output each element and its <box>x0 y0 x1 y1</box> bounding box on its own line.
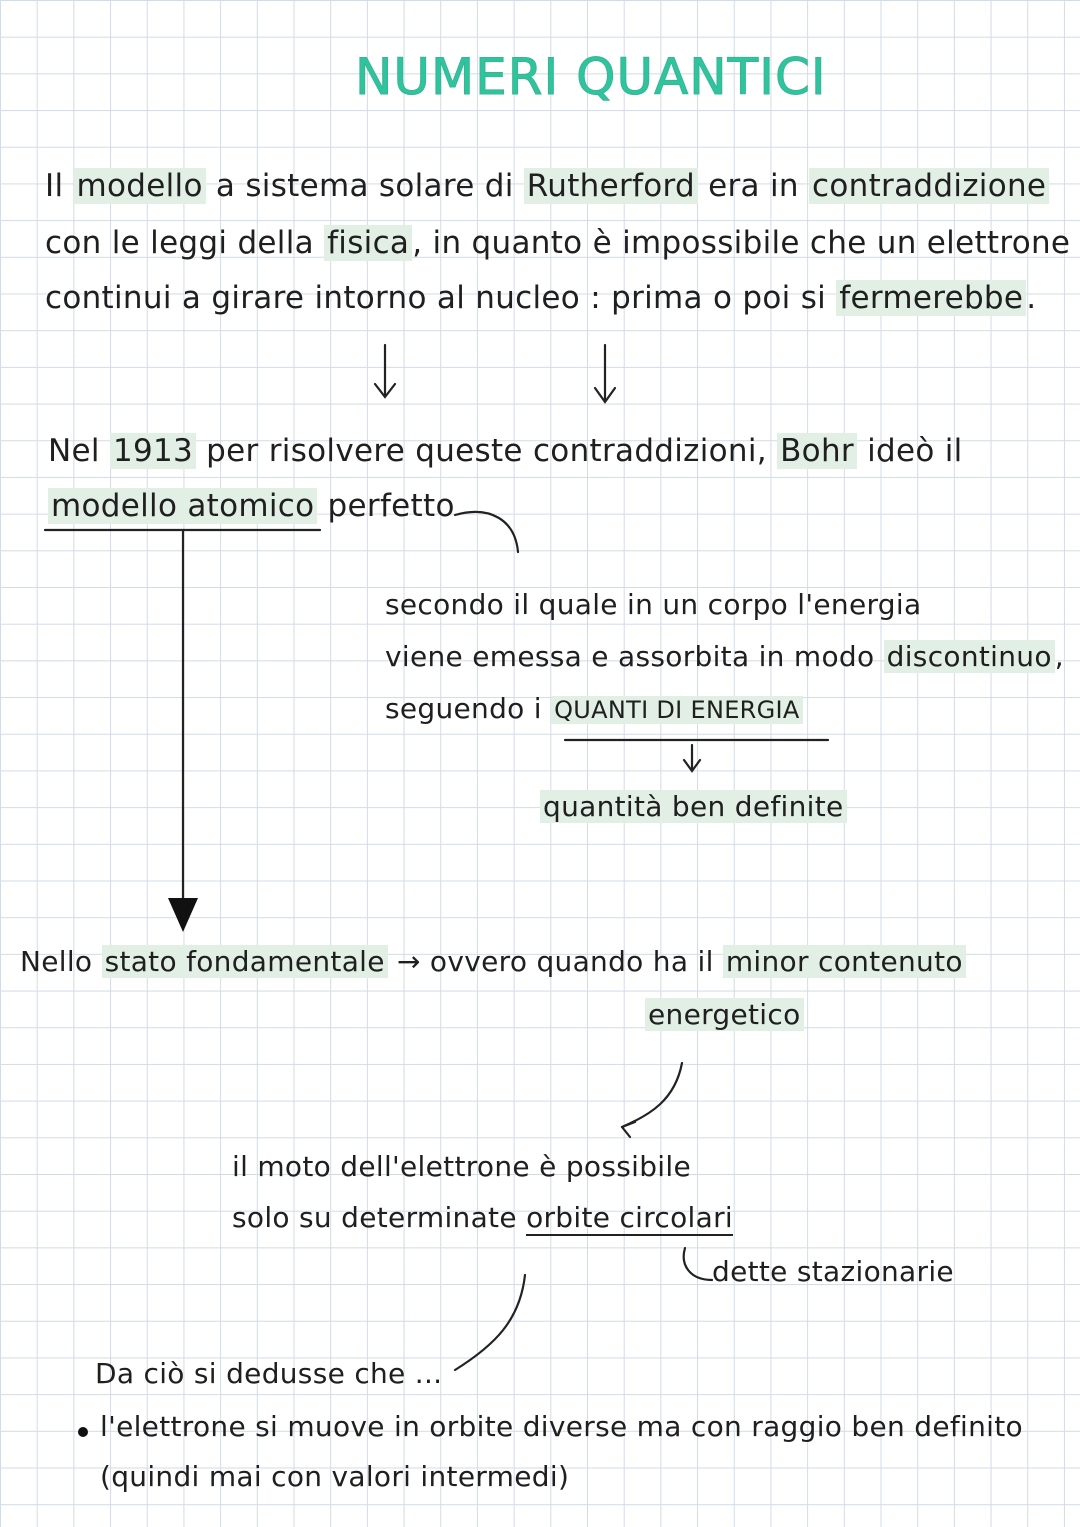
highlight-bohr: Bohr <box>777 433 857 469</box>
conclusione-intro: Da ciò si dedusse che ... <box>95 1357 443 1390</box>
energetico-label: energetico <box>645 998 804 1031</box>
stazionarie-note: dette stazionarie <box>712 1255 954 1288</box>
bohr-line-2: modello atomico perfetto <box>48 488 455 524</box>
bracket-stazionarie <box>684 1248 712 1280</box>
stato-line-1: Nello stato fondamentale → ovvero quando ha il minor contenuto <box>20 945 966 978</box>
highlight-modello-atomico: modello atomico <box>48 488 317 524</box>
highlight-minor-contenuto: minor contenuto <box>723 945 966 978</box>
intro-line-3: continui a girare intorno al nucleo : prima o poi si fermerebbe. <box>45 280 1037 316</box>
bohr-line-1: Nel 1913 per risolvere queste contraddizioni, Bohr ideò il <box>48 433 963 469</box>
energia-line-2: viene emessa e assorbita in modo discontinuo , <box>385 640 1064 673</box>
page-title: NUMERI QUANTICI <box>355 48 827 106</box>
highlight-stato-fondamentale: stato fondamentale <box>102 945 388 978</box>
highlight-modello: modello <box>74 168 206 204</box>
energia-line-3: seguendo i QUANTI DI ENERGIA <box>385 692 803 725</box>
intro-line-2: con le leggi della fisica, in quanto è impossibile che un elettrone <box>45 225 1071 261</box>
underline-orbite: orbite circolari <box>526 1201 733 1234</box>
highlight-quanti: QUANTI DI ENERGIA <box>551 696 803 724</box>
highlight-rutherford: Rutherford <box>524 168 698 204</box>
curve-arrow-energetico-head <box>622 1122 635 1137</box>
conclusione-bullet: l'elettrone si muove in orbite diverse ma con raggio ben definito <box>100 1410 1023 1443</box>
highlight-fisica: fisica <box>324 225 412 261</box>
curve-arrow-energetico <box>622 1063 682 1127</box>
conclusione-bullet-cont: (quindi mai con valori intermedi) <box>100 1460 570 1493</box>
energia-line-1: secondo il quale in un corpo l'energia <box>385 588 922 621</box>
curve-arrow-perfetto <box>455 512 518 552</box>
intro-line-1: Il modello a sistema solare di Rutherford era in contraddizione <box>45 168 1049 204</box>
moto-line-1: il moto dell'elettrone è possibile <box>232 1150 691 1183</box>
curve-arrow-conclusione <box>455 1275 525 1370</box>
bullet-dot <box>78 1427 88 1437</box>
highlight-1913: 1913 <box>110 433 196 469</box>
highlight-contraddizione: contraddizione <box>809 168 1049 204</box>
quantita-note: quantità ben definite <box>540 790 847 823</box>
long-arrow-head <box>168 898 198 932</box>
highlight-fermerebbe: fermerebbe <box>836 280 1026 316</box>
moto-line-2: solo su determinate orbite circolari <box>232 1201 733 1234</box>
highlight-discontinuo: discontinuo <box>884 640 1055 673</box>
